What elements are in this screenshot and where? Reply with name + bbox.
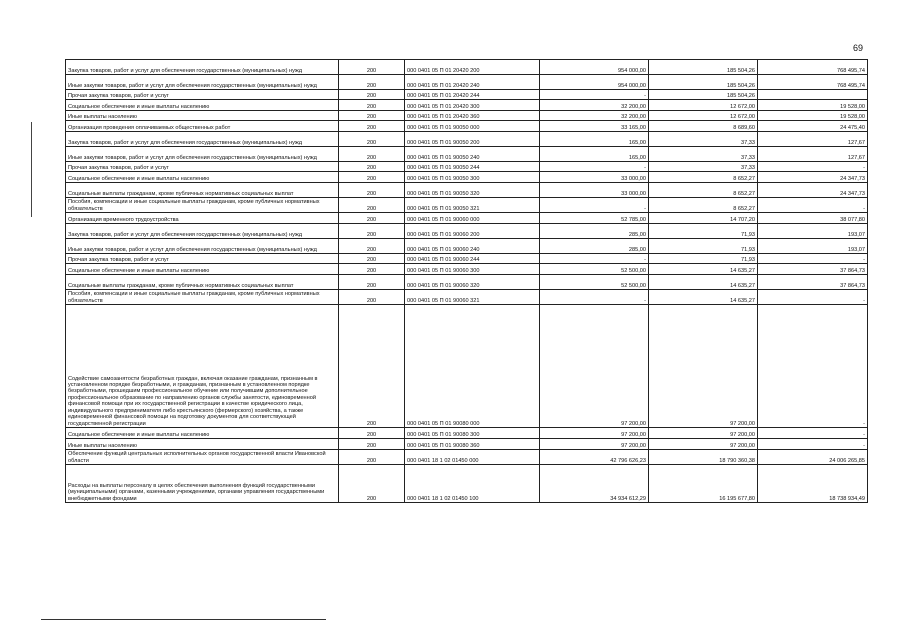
row-name: Иные выплаты населению: [66, 111, 339, 121]
row-approved-amount: 42 796 626,23: [540, 450, 649, 465]
row-budget-code: 000 0401 05 П 01 90050 240: [405, 147, 540, 162]
row-budget-code: 000 0401 05 П 01 90080 000: [405, 305, 540, 428]
row-approved-amount: 165,00: [540, 147, 649, 162]
row-line-code: 200: [339, 428, 405, 439]
row-unexecuted-amount: 19 528,00: [758, 111, 868, 121]
row-executed-amount: 8 652,27: [649, 172, 758, 183]
row-approved-amount: 33 165,00: [540, 121, 649, 132]
row-line-code: 200: [339, 147, 405, 162]
row-executed-amount: 97 200,00: [649, 428, 758, 439]
row-unexecuted-amount: 24 006 265,85: [758, 450, 868, 465]
row-name: Иные закупки товаров, работ и услуг для обеспечения государственных (муниципальных) нужд: [66, 147, 339, 162]
row-executed-amount: 18 790 360,38: [649, 450, 758, 465]
row-approved-amount: 52 785,00: [540, 213, 649, 224]
row-executed-amount: 14 707,20: [649, 213, 758, 224]
row-name: Организация проведения оплачиваемых общественных работ: [66, 121, 339, 132]
row-name: Иные выплаты населению: [66, 439, 339, 450]
row-approved-amount: -: [540, 198, 649, 213]
row-budget-code: 000 0401 05 П 01 90060 000: [405, 213, 540, 224]
row-executed-amount: 71,93: [649, 239, 758, 254]
binding-margin-line: [31, 122, 32, 217]
table-row: [66, 275, 868, 290]
row-name: Прочая закупка товаров, работ и услуг: [66, 90, 339, 100]
table-row: [66, 305, 868, 428]
row-unexecuted-amount: 768 495,74: [758, 60, 868, 75]
row-budget-code: 000 0401 05 П 01 90060 244: [405, 254, 540, 264]
row-approved-amount: 165,00: [540, 132, 649, 147]
row-unexecuted-amount: 37 864,73: [758, 275, 868, 290]
row-name: Социальное обеспечение и иные выплаты населению: [66, 264, 339, 275]
row-executed-amount: 16 195 677,80: [649, 465, 758, 503]
row-budget-code: 000 0401 18 1 02 01450 100: [405, 465, 540, 503]
row-name: Социальное обеспечение и иные выплаты населению: [66, 428, 339, 439]
row-line-code: 200: [339, 450, 405, 465]
row-line-code: 200: [339, 465, 405, 503]
table-body: [66, 60, 868, 503]
row-line-code: 200: [339, 111, 405, 121]
row-name: Прочая закупка товаров, работ и услуг: [66, 254, 339, 264]
row-line-code: 200: [339, 290, 405, 305]
row-line-code: 200: [339, 213, 405, 224]
row-line-code: 200: [339, 275, 405, 290]
row-approved-amount: 33 000,00: [540, 183, 649, 198]
row-budget-code: 000 0401 05 П 01 20420 200: [405, 60, 540, 75]
table-row: [66, 90, 868, 100]
row-approved-amount: 97 200,00: [540, 305, 649, 428]
row-executed-amount: 185 504,26: [649, 75, 758, 90]
row-approved-amount: 97 200,00: [540, 439, 649, 450]
table-row: [66, 162, 868, 172]
row-name: Социальные выплаты гражданам, кроме публичных нормативных социальных выплат: [66, 183, 339, 198]
row-budget-code: 000 0401 05 П 01 90060 200: [405, 224, 540, 239]
row-approved-amount: 52 500,00: [540, 275, 649, 290]
row-unexecuted-amount: 24 347,73: [758, 172, 868, 183]
row-executed-amount: 97 200,00: [649, 439, 758, 450]
table-row: [66, 132, 868, 147]
row-budget-code: 000 0401 05 П 01 20420 240: [405, 75, 540, 90]
row-name: Прочая закупка товаров, работ и услуг: [66, 162, 339, 172]
row-approved-amount: 285,00: [540, 224, 649, 239]
table-row: [66, 254, 868, 264]
table-row: [66, 224, 868, 239]
row-budget-code: 000 0401 05 П 01 90050 000: [405, 121, 540, 132]
table-row: [66, 239, 868, 254]
row-line-code: 200: [339, 239, 405, 254]
row-executed-amount: 97 200,00: [649, 305, 758, 428]
row-unexecuted-amount: -: [758, 162, 868, 172]
row-name: Обеспечение функций центральных исполнительных органов государственной власти Ивановской области: [66, 450, 339, 465]
row-unexecuted-amount: -: [758, 439, 868, 450]
row-approved-amount: -: [540, 290, 649, 305]
row-budget-code: 000 0401 05 П 01 90050 200: [405, 132, 540, 147]
row-budget-code: 000 0401 05 П 01 90060 240: [405, 239, 540, 254]
row-name: Организация временного трудоустройства: [66, 213, 339, 224]
table-row: [66, 450, 868, 465]
row-name: Содействие самозанятости безработных граждан, включая оказание гражданам, признанным в установленном порядке безработными, и гражданам, признанным в установленном порядке безработными, прошедшим профессиональное обучение или получившим дополнительное профессиональное образование по направлению органов службы занятости, единовременной финансовой помощи при их государственной регистрации в качестве юридического лица, индивидуального предпринимателя либо крестьянского (фермерского) хозяйства, а также единовременной финансовой помощи на подготовку документов для соответствующей государственной регистрации: [66, 305, 339, 428]
row-executed-amount: 37,33: [649, 162, 758, 172]
row-budget-code: 000 0401 05 П 01 20420 300: [405, 100, 540, 111]
row-executed-amount: 185 504,26: [649, 60, 758, 75]
row-unexecuted-amount: 38 077,80: [758, 213, 868, 224]
row-unexecuted-amount: [758, 90, 868, 100]
page-number: 69: [853, 43, 864, 53]
table-row: [66, 60, 868, 75]
row-line-code: 200: [339, 224, 405, 239]
table-row: [66, 111, 868, 121]
row-executed-amount: 8 689,60: [649, 121, 758, 132]
row-approved-amount: 285,00: [540, 239, 649, 254]
row-budget-code: 000 0401 18 1 02 01450 000: [405, 450, 540, 465]
row-executed-amount: 185 504,26: [649, 90, 758, 100]
row-budget-code: 000 0401 05 П 01 90050 320: [405, 183, 540, 198]
row-approved-amount: 33 000,00: [540, 172, 649, 183]
row-approved-amount: 97 200,00: [540, 428, 649, 439]
row-budget-code: 000 0401 05 П 01 90060 300: [405, 264, 540, 275]
row-executed-amount: 12 672,00: [649, 111, 758, 121]
table-row: [66, 75, 868, 90]
row-line-code: 200: [339, 60, 405, 75]
row-approved-amount: 32 200,00: [540, 111, 649, 121]
row-unexecuted-amount: -: [758, 254, 868, 264]
row-line-code: 200: [339, 305, 405, 428]
row-approved-amount: 34 934 612,29: [540, 465, 649, 503]
row-unexecuted-amount: 127,67: [758, 132, 868, 147]
row-budget-code: 000 0401 05 П 01 90060 321: [405, 290, 540, 305]
row-line-code: 200: [339, 162, 405, 172]
table-row: [66, 100, 868, 111]
row-budget-code: 000 0401 05 П 01 90080 360: [405, 439, 540, 450]
row-name: Закупка товаров, работ и услуг для обеспечения государственных (муниципальных) нужд: [66, 60, 339, 75]
table-row: [66, 439, 868, 450]
table-row: [66, 213, 868, 224]
row-approved-amount: 954 000,00: [540, 75, 649, 90]
row-line-code: 200: [339, 121, 405, 132]
table-row: [66, 428, 868, 439]
row-line-code: 200: [339, 198, 405, 213]
row-line-code: 200: [339, 75, 405, 90]
table-row: [66, 465, 868, 503]
row-line-code: 200: [339, 264, 405, 275]
row-budget-code: 000 0401 05 П 01 90050 244: [405, 162, 540, 172]
row-executed-amount: 37,33: [649, 147, 758, 162]
row-name: Закупка товаров, работ и услуг для обеспечения государственных (муниципальных) нужд: [66, 132, 339, 147]
row-line-code: 200: [339, 254, 405, 264]
row-unexecuted-amount: 193,07: [758, 224, 868, 239]
row-name: Расходы на выплаты персоналу в целях обеспечения выполнения функций государственными (муниципальными) органами, казенными учреждениями, органами управления государственными внебюджетными фондами: [66, 465, 339, 503]
table-row: [66, 147, 868, 162]
row-unexecuted-amount: 127,67: [758, 147, 868, 162]
row-name: Социальные выплаты гражданам, кроме публичных нормативных социальных выплат: [66, 275, 339, 290]
row-name: Иные закупки товаров, работ и услуг для обеспечения государственных (муниципальных) нужд: [66, 239, 339, 254]
row-name: Социальное обеспечение и иные выплаты населению: [66, 172, 339, 183]
table-row: [66, 264, 868, 275]
row-executed-amount: 8 652,27: [649, 198, 758, 213]
budget-execution-table: [65, 59, 868, 503]
row-executed-amount: 12 672,00: [649, 100, 758, 111]
row-unexecuted-amount: -: [758, 305, 868, 428]
table-row: [66, 198, 868, 213]
footnote-rule: [41, 619, 326, 620]
row-name: Пособия, компенсации и иные социальные выплаты гражданам, кроме публичных нормативных обязательств: [66, 198, 339, 213]
row-unexecuted-amount: 193,07: [758, 239, 868, 254]
row-unexecuted-amount: 18 738 934,49: [758, 465, 868, 503]
row-approved-amount: -: [540, 90, 649, 100]
row-executed-amount: 14 635,27: [649, 264, 758, 275]
row-budget-code: 000 0401 05 П 01 90060 320: [405, 275, 540, 290]
row-approved-amount: -: [540, 254, 649, 264]
row-approved-amount: 32 200,00: [540, 100, 649, 111]
row-line-code: 200: [339, 439, 405, 450]
row-budget-code: 000 0401 05 П 01 20420 244: [405, 90, 540, 100]
row-executed-amount: 71,93: [649, 254, 758, 264]
row-unexecuted-amount: 37 864,73: [758, 264, 868, 275]
row-line-code: 200: [339, 172, 405, 183]
row-executed-amount: 71,93: [649, 224, 758, 239]
row-unexecuted-amount: 19 528,00: [758, 100, 868, 111]
row-line-code: 200: [339, 100, 405, 111]
row-approved-amount: -: [540, 162, 649, 172]
row-name: Пособия, компенсации и иные социальные выплаты гражданам, кроме публичных нормативных обязательств: [66, 290, 339, 305]
row-unexecuted-amount: -: [758, 198, 868, 213]
row-executed-amount: 37,33: [649, 132, 758, 147]
row-unexecuted-amount: -: [758, 290, 868, 305]
row-executed-amount: 8 652,27: [649, 183, 758, 198]
row-unexecuted-amount: 24 347,73: [758, 183, 868, 198]
row-budget-code: 000 0401 05 П 01 90050 321: [405, 198, 540, 213]
table-row: [66, 183, 868, 198]
row-line-code: 200: [339, 90, 405, 100]
row-executed-amount: 14 635,27: [649, 275, 758, 290]
table-row: [66, 121, 868, 132]
row-unexecuted-amount: -: [758, 428, 868, 439]
row-budget-code: 000 0401 05 П 01 20420 360: [405, 111, 540, 121]
row-approved-amount: 52 500,00: [540, 264, 649, 275]
row-line-code: 200: [339, 132, 405, 147]
row-budget-code: 000 0401 05 П 01 90050 300: [405, 172, 540, 183]
row-executed-amount: 14 635,27: [649, 290, 758, 305]
table-row: [66, 172, 868, 183]
row-budget-code: 000 0401 05 П 01 90080 300: [405, 428, 540, 439]
row-name: Иные закупки товаров, работ и услуг для обеспечения государственных (муниципальных) нужд: [66, 75, 339, 90]
row-unexecuted-amount: 768 495,74: [758, 75, 868, 90]
row-name: Закупка товаров, работ и услуг для обеспечения государственных (муниципальных) нужд: [66, 224, 339, 239]
row-approved-amount: 954 000,00: [540, 60, 649, 75]
table-row: [66, 290, 868, 305]
row-name: Социальное обеспечение и иные выплаты населению: [66, 100, 339, 111]
row-unexecuted-amount: 24 475,40: [758, 121, 868, 132]
row-line-code: 200: [339, 183, 405, 198]
